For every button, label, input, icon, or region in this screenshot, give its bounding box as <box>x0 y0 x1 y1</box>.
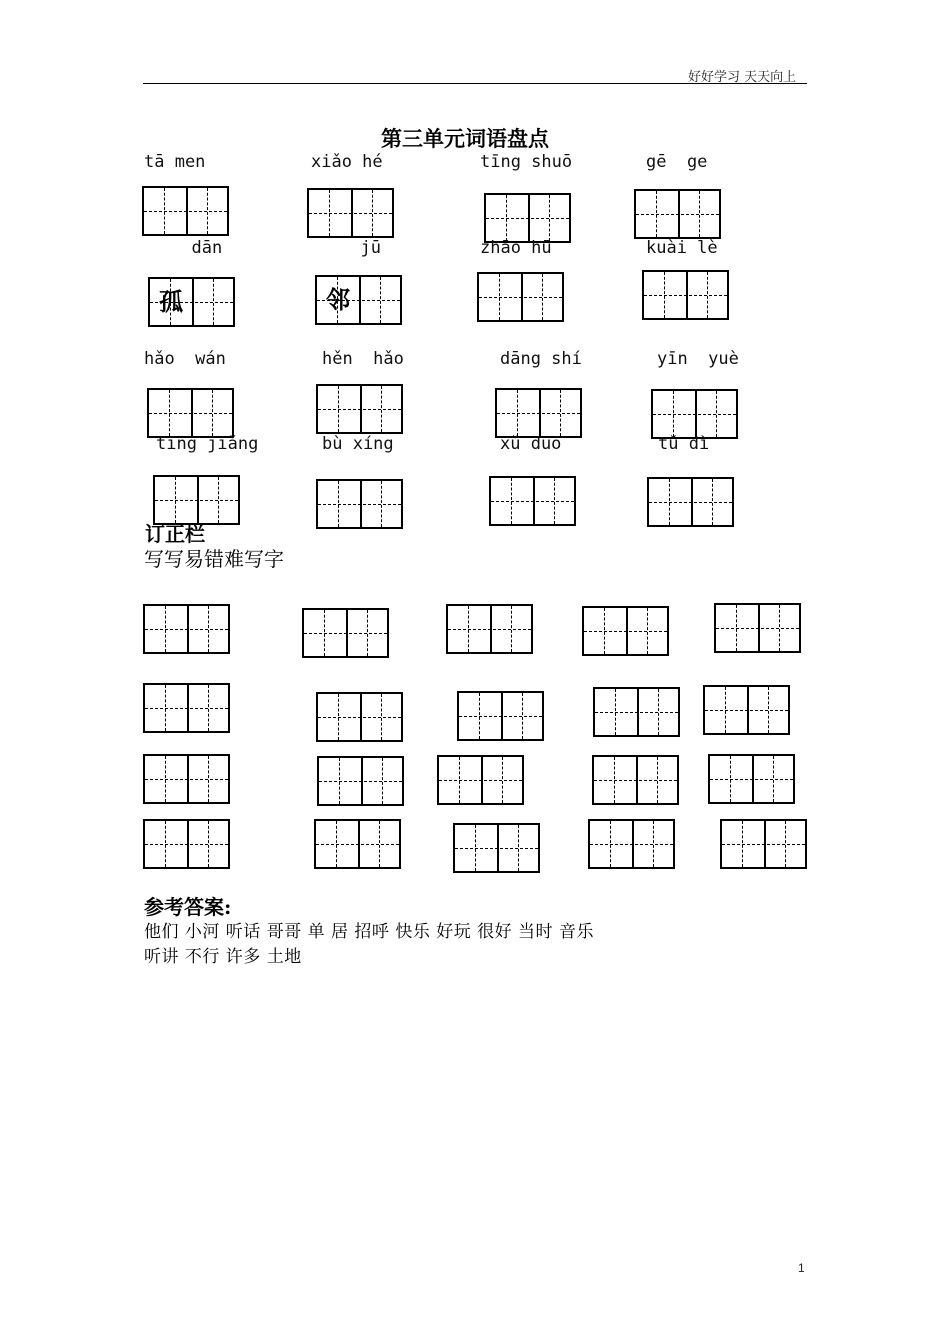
pinyin-label: hěn hǎo <box>322 349 404 369</box>
page-number: 1 <box>798 1261 805 1275</box>
pinyin-label: kuài lè <box>646 238 718 258</box>
writing-grid[interactable] <box>484 193 571 243</box>
pinyin-label: tǔ dì <box>658 434 710 454</box>
pinyin-label: xiǎo hé <box>311 152 383 172</box>
writing-grid[interactable] <box>316 384 403 434</box>
pinyin-label: tīng jiǎng <box>156 434 259 454</box>
writing-grid[interactable] <box>307 188 394 238</box>
correction-grid[interactable] <box>708 754 795 804</box>
correction-grid[interactable] <box>703 685 790 735</box>
writing-grid[interactable] <box>634 189 721 239</box>
writing-grid[interactable] <box>651 389 738 439</box>
page-title: 第三单元词语盘点 <box>381 126 549 151</box>
pinyin-label: tā men <box>144 152 206 172</box>
correction-grid[interactable] <box>714 603 801 653</box>
pinyin-label: gē ge <box>646 152 708 172</box>
correction-grid[interactable] <box>453 823 540 873</box>
correction-grid[interactable] <box>317 756 404 806</box>
correction-grid[interactable] <box>446 604 533 654</box>
writing-grid[interactable] <box>148 277 235 327</box>
correction-title: 订正栏 <box>145 522 205 546</box>
writing-grid[interactable] <box>316 479 403 529</box>
pinyin-label: yīn yuè <box>657 349 739 369</box>
correction-grid[interactable] <box>143 604 230 654</box>
writing-grid[interactable] <box>142 186 229 236</box>
writing-grid[interactable] <box>642 270 729 320</box>
prefilled-character: 孤 <box>159 287 183 316</box>
pinyin-label: hǎo wán <box>144 349 226 369</box>
writing-grid[interactable] <box>477 272 564 322</box>
pinyin-label: bù xíng <box>322 434 394 454</box>
correction-grid[interactable] <box>588 819 675 869</box>
correction-grid[interactable] <box>314 819 401 869</box>
pinyin-label: tīng shuō <box>480 152 573 172</box>
correction-grid[interactable] <box>302 608 389 658</box>
pinyin-label: jū <box>340 238 381 258</box>
correction-grid[interactable] <box>316 692 403 742</box>
correction-grid[interactable] <box>582 606 669 656</box>
correction-grid[interactable] <box>720 819 807 869</box>
header-motto: 好好学习 天天向上 <box>688 70 797 85</box>
answers-title: 参考答案: <box>144 895 232 919</box>
writing-grid[interactable] <box>147 388 234 438</box>
correction-grid[interactable] <box>143 819 230 869</box>
prefilled-character: 邻 <box>326 285 350 314</box>
pinyin-label: xǔ duō <box>500 434 562 454</box>
pinyin-label: dāng shí <box>500 349 582 369</box>
correction-grid[interactable] <box>592 755 679 805</box>
correction-grid[interactable] <box>437 755 524 805</box>
correction-grid[interactable] <box>593 687 680 737</box>
correction-subtitle: 写写易错难写字 <box>144 547 284 571</box>
writing-grid[interactable] <box>647 477 734 527</box>
answers-line-1: 他们 小河 听话 哥哥 单 居 招呼 快乐 好玩 很好 当时 音乐 <box>144 922 594 942</box>
correction-grid[interactable] <box>457 691 544 741</box>
header-divider <box>143 83 807 84</box>
answers-line-2: 听讲 不行 许多 土地 <box>144 947 302 967</box>
correction-grid[interactable] <box>143 683 230 733</box>
writing-grid[interactable] <box>495 388 582 438</box>
pinyin-label: dān <box>171 238 223 258</box>
pinyin-label: zhāo hū <box>480 238 552 258</box>
writing-grid[interactable] <box>315 275 402 325</box>
correction-grid[interactable] <box>143 754 230 804</box>
writing-grid[interactable] <box>489 476 576 526</box>
